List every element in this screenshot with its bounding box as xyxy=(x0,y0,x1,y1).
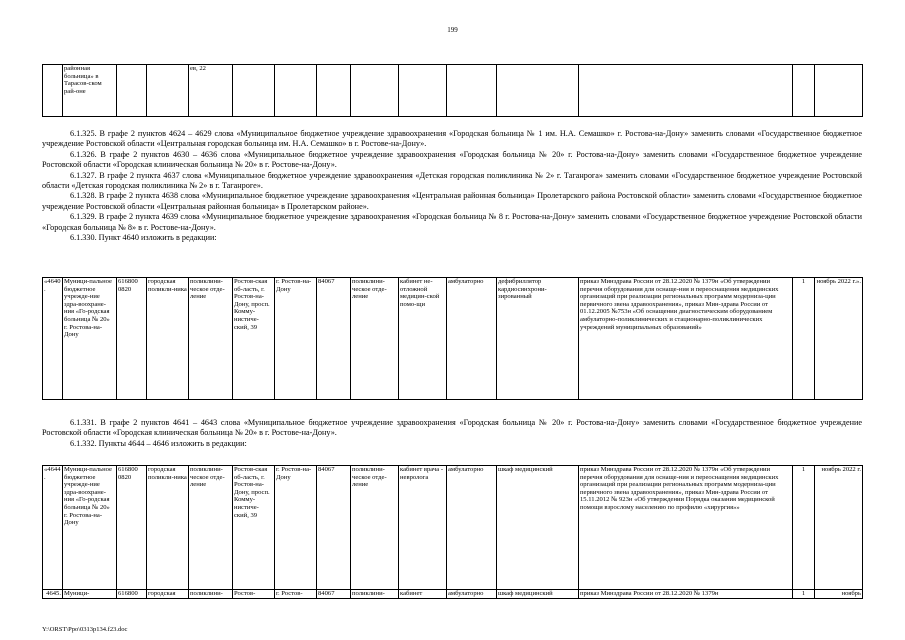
paragraphs-b xyxy=(42,418,862,449)
unit-cell: поликлини-ческое отде-ление xyxy=(189,466,233,590)
cabinet-cell: кабинет врача - невролога xyxy=(399,466,447,590)
type-cell: городская поликли-ника xyxy=(147,466,189,590)
type-cell: городская поликли-ника xyxy=(147,278,189,400)
department-cell: поликлини- xyxy=(351,590,399,599)
paragraph: 6.1.332. Пункты 4644 – 4646 изложить в редакции: xyxy=(70,438,247,448)
oktmo-cell: 84067 xyxy=(317,278,351,400)
date-cell: ноябрь 2022 г. xyxy=(815,466,863,590)
code-cell: 616800 0820 xyxy=(117,466,147,590)
equipment-cell: шкаф медицинский xyxy=(497,466,579,590)
city-cell: г. Ростов-на-Дону xyxy=(275,466,317,590)
address-cell: ев, 22 xyxy=(189,65,233,117)
equipment-cell: шкаф медицинский xyxy=(497,590,579,599)
unit-cell: поликлини- xyxy=(189,590,233,599)
table-4644 xyxy=(42,465,863,599)
date-cell: ноябрь 2022 г.». xyxy=(815,278,863,400)
quantity-cell: 1 xyxy=(793,466,815,590)
code-cell: 616800 xyxy=(117,590,147,599)
code-cell: 616800 0820 xyxy=(117,278,147,400)
unit-cell: поликлини-ческое отде-ление xyxy=(189,278,233,400)
address-cell: Ростов-ская об-ласть, г. Ростов-на-Дону, просп. Комму-нистиче-ский, 39 xyxy=(233,466,275,590)
paragraph: 6.1.328. В графе 2 пункта 4638 слова «Муниципальное бюджетное учреждение здравоохранения «Центральная районная больница» Пролетарского района Ростовской области» заменить словами «Государственное бюджетное учреждение Ростовской области «Центральная районная больница» в Пролетарском районе». xyxy=(42,191,862,211)
city-cell: г. Ростов- xyxy=(275,590,317,599)
table-row xyxy=(43,65,863,117)
date-cell: ноябрь xyxy=(815,590,863,599)
paragraphs-a xyxy=(42,129,862,243)
org-cell: районная больница» в Тарасов-ском рай-оне xyxy=(63,65,117,117)
table-row xyxy=(43,278,863,400)
file-path-footer: Y:\ORST\Ppo\0313p134.f23.doc xyxy=(42,626,128,633)
table-row xyxy=(43,590,863,599)
row-number: «4640. xyxy=(43,278,63,400)
condition-cell: амбулаторно xyxy=(447,590,497,599)
city-cell: г. Ростов-на-Дону xyxy=(275,278,317,400)
paragraph: 6.1.329. В графе 2 пункта 4639 слова «Муниципальное бюджетное учреждение здравоохранения «Городская больница № 8 г. Ростова-на-Дону» заменить словами «Государственное бюджетное учреждение Ростовской области «Городская больница № 8» в г. Ростове-на-Дону». xyxy=(42,212,862,232)
table-4640 xyxy=(42,277,863,400)
table-row xyxy=(43,466,863,590)
paragraph: 6.1.327. В графе 2 пункта 4637 слова «Муниципальное бюджетное учреждение здравоохранения «Детская городская поликлиника № 2» г. Таганрога» заменить словами «Государственное бюджетное учреждение Ростовской области «Детская городская поликлиника № 2» в г. Таганроге». xyxy=(42,170,862,191)
basis-cell: приказ Минздрава России от 28.12.2020 № 1379н «Об утверждении перечня оборудования для оснаще-ния и переоснащения медицинских организаций при реализации региональных программ модерниза-ции первичного звена здравоохранения», приказ Мин-здрава России от 15.11.2012 № 923н «Об утверждении Порядка оказания медицинской помощи взрослому населению по профилю «хирургия»» xyxy=(579,466,793,590)
oktmo-cell: 84067 xyxy=(317,590,351,599)
paragraph: 6.1.330. Пункт 4640 изложить в редакции: xyxy=(70,233,217,243)
page-number: 199 xyxy=(447,26,458,34)
org-cell: Муници-пальное бюджетное учрежде-ние здра-воохране-ния «Го-родская больница № 20» г. Ростова-на-Дону xyxy=(63,278,117,400)
condition-cell: амбулаторно xyxy=(447,466,497,590)
equipment-cell: дефибриллятор кардиосинхрони-зированный xyxy=(497,278,579,400)
row-number: «4644. xyxy=(43,466,63,590)
quantity-cell: 1 xyxy=(793,590,815,599)
row-number: 4645. xyxy=(43,590,63,599)
paragraph: 6.1.326. В графе 2 пунктов 4630 – 4636 слова «Муниципальное бюджетное учреждение здравоохранения «Городская больница № 20» г. Ростова-на-Дону» заменить словами «Государственное бюджетное учреждение Ростовской области «Городская клиническая больница № 20» в г. Ростове-на-Дону». xyxy=(42,149,862,170)
org-cell: Муници- xyxy=(63,590,117,599)
basis-cell: приказ Минздрава России от 28.12.2020 № 1379н xyxy=(579,590,793,599)
address-cell: Ростов-ская об-ласть, г. Ростов-на-Дону, просп. Комму-нистиче-ский, 39 xyxy=(233,278,275,400)
paragraph: 6.1.325. В графе 2 пунктов 4624 – 4629 слова «Муниципальное бюджетное учреждение здравоохранения «Городская больница № 1 им. Н.А. Семашко» г. Ростова-на-Дону» заменить словами «Государственное бюджетное учреждение Ростовской области «Центральная городская больница им. Н.А. Семашко» в г. Ростове-на-Дону». xyxy=(42,129,862,149)
basis-cell: приказ Минздрава России от 28.12.2020 № 1379н «Об утверждении перечня оборудования для оснаще-ния и переоснащения медицинских организаций при реализации региональных программ модерниза-ции первичного звена здравоохранения», приказ Мин-здрава России от 01.12.2005 №753н «Об оснащении диагностическим оборудованием амбулаторно-поликлинических и стационарно-поликлинических учреждений муниципальных образований» xyxy=(579,278,793,400)
oktmo-cell: 84067 xyxy=(317,466,351,590)
org-cell: Муници-пальное бюджетное учрежде-ние здра-воохране-ния «Го-родская больница № 20» г. Ростова-на-Дону xyxy=(63,466,117,590)
paragraph: 6.1.331. В графе 2 пунктов 4641 – 4643 слова «Муниципальное бюджетное учреждение здравоохранения «Городская больница № 20» г. Ростова-на-Дону» заменить словами «Государственное бюджетное учреждение Ростовской области «Городская клиническая больница № 20» в г. Ростове-на-Дону». xyxy=(42,418,862,438)
condition-cell: амбулаторно xyxy=(447,278,497,400)
address-cell: Ростов- xyxy=(233,590,275,599)
top-table xyxy=(42,64,863,117)
cabinet-cell: кабинет xyxy=(399,590,447,599)
cabinet-cell: кабинет не-отложной медицин-ской помо-щи xyxy=(399,278,447,400)
type-cell: городская xyxy=(147,590,189,599)
department-cell: поликлини-ческое отде-ление xyxy=(351,278,399,400)
quantity-cell: 1 xyxy=(793,278,815,400)
department-cell: поликлини-ческое отде-ление xyxy=(351,466,399,590)
